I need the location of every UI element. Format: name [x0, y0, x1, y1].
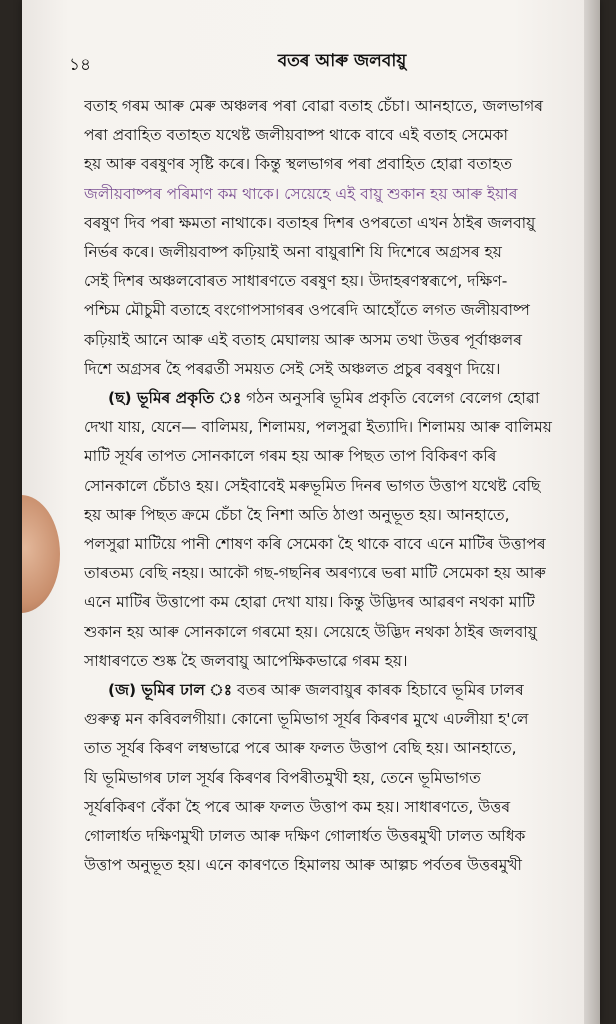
text-line: সাধাৰণতে শুষ্ক হৈ জলবায়ু আপেক্ষিকভাৱে গৰম হয়।	[84, 651, 408, 670]
section-land-slope	[84, 676, 582, 880]
holding-thumb	[22, 495, 60, 613]
text-line: সূৰ্যৰকিৰণ বেঁকা হৈ পৰে আৰু ফলত উত্তাপ কম হয়। সাধাৰণতে, উত্তৰ	[84, 797, 511, 816]
section-heading: (জ) ভূমিৰ ঢাল ঃ	[108, 681, 233, 700]
text-line: উত্তাপ অনুভূত হয়। এনে কাৰণতে হিমালয় আৰু আল্পচ পৰ্বতৰ উত্তৰমুখী	[84, 856, 522, 875]
text-line: বৰষুণ দিব পৰা ক্ষমতা নাথাকে। বতাহৰ দিশৰ ওপৰতো এখন ঠাইৰ জলবায়ু	[84, 213, 536, 232]
text-line: মাটি সূৰ্যৰ তাপত সোনকালে গৰম হয় আৰু পিছত তাপ বিকিৰণ কৰি	[84, 447, 497, 466]
text-line: শুকান হয় আৰু সোনকালে গৰমো হয়। সেয়েহে উদ্ভিদ নথকা ঠাইৰ জলবায়ু	[84, 622, 537, 641]
page-spine-shadow	[584, 0, 600, 1024]
page-header	[22, 40, 582, 80]
text-line: গুৰুত্ব মন কৰিবলগীয়া। কোনো ভূমিভাগ সূৰ্যৰ কিৰণৰ মুখে এঢলীয়া হ'লে	[84, 710, 529, 729]
page-body	[84, 92, 582, 880]
page-number: ১৪	[69, 55, 92, 75]
text-line: সোনকালে চেঁচাও হয়। সেইবাবেই মৰুভূমিত দিনৰ ভাগত উত্তাপ যথেষ্ট বেছি	[84, 476, 541, 495]
text-line: নিৰ্ভৰ কৰে। জলীয়বাষ্প কঢ়িয়াই অনা বায়ুৰাশি যি দিশেৰে অগ্ৰসৰ হয়	[84, 243, 502, 262]
text-line: দিশে অগ্ৰসৰ হৈ পৰৱৰ্তী সময়ত সেই সেই অঞ্চলত প্ৰচুৰ বৰষুণ দিয়ে।	[84, 359, 501, 378]
text-line: এনে মাটিৰ উত্তাপো কম হোৱা দেখা যায়। কিন্তু উদ্ভিদৰ আৱৰণ নথকা মাটি	[84, 593, 535, 612]
text-line	[84, 676, 582, 705]
text-line: পশ্চিম মৌচুমী বতাহে বংগোপসাগৰৰ ওপৰেদি আহোঁতে লগত জলীয়বাষ্প	[84, 301, 530, 320]
text-line	[84, 384, 582, 413]
book-page	[22, 0, 600, 1024]
text-line: বতাহ গৰম আৰু মেৰু অঞ্চলৰ পৰা বোৱা বতাহ চেঁচা। আনহাতে, জলভাগৰ	[84, 97, 543, 115]
text-line: দেখা যায়, যেনে— বালিময়, শিলাময়, পলসুৱা ইত্যাদি। শিলাময় আৰু বালিময়	[84, 418, 552, 437]
text-line: কঢ়িয়াই আনে আৰু এই বতাহ মেঘালয় আৰু অসম তথা উত্তৰ পূৰ্বাঞ্চলৰ	[84, 330, 522, 349]
text-line: তাত সূৰ্যৰ কিৰণ লম্বভাৱে পৰে আৰু ফলত উত্তাপ বেছি হয়। আনহাতে,	[84, 739, 517, 758]
section-first-line: বতৰ আৰু জলবায়ুৰ কাৰক হিচাবে ভূমিৰ ঢালৰ	[232, 681, 524, 700]
text-line: সেই দিশৰ অঞ্চলবোৰত সাধাৰণতে বৰষুণ হয়। উদাহৰণস্বৰূপে, দক্ষিণ-	[84, 272, 508, 291]
text-line: পৰা প্ৰবাহিত বতাহত যথেষ্ট জলীয়বাষ্প থাকে বাবে এই বতাহ সেমেকা	[84, 126, 509, 145]
text-line: গোলাৰ্ধত দক্ষিণমুখী ঢালত আৰু দক্ষিণ গোলাৰ্ধত উত্তৰমুখী ঢালত অধিক	[84, 827, 526, 846]
text-line: হয় আৰু পিছত ক্ৰমে চেঁচা হৈ নিশা অতি ঠাণ্ডা অনুভূত হয়। আনহাতে,	[84, 505, 510, 524]
text-line: তাৰতম্য বেছি নহয়। আকৌ গছ-গছনিৰ অৰণ্যৰে ভৰা মাটি সেমেকা হয় আৰু	[84, 564, 546, 583]
section-land-nature	[84, 384, 582, 676]
text-line: পলসুৱা মাটিয়ে পানী শোষণ কৰি সেমেকা হৈ থাকে বাবে এনে মাটিৰ উত্তাপৰ	[84, 535, 546, 554]
text-line: হয় আৰু বৰষুণৰ সৃষ্টি কৰে। কিন্তু স্থলভাগৰ পৰা প্ৰবাহিত হোৱা বতাহত	[84, 155, 512, 174]
text-line: যি ভূমিভাগৰ ঢাল সূৰ্যৰ কিৰণৰ বিপৰীতমুখী হয়, তেনে ভূমিভাগত	[84, 768, 481, 787]
running-title: বতৰ আৰু জলবায়ু	[277, 51, 407, 71]
paragraph-wind	[84, 92, 582, 384]
text-line: জলীয়বাষ্পৰ পৰিমাণ কম থাকে। সেয়েহে এই বায়ু শুকান হয় আৰু ইয়াৰ	[84, 184, 518, 203]
section-heading: (ছ) ভূমিৰ প্ৰকৃতি ঃ	[108, 389, 242, 408]
section-first-line: গঠন অনুসৰি ভূমিৰ প্ৰকৃতি বেলেগ বেলেগ হোৱা	[241, 389, 540, 408]
